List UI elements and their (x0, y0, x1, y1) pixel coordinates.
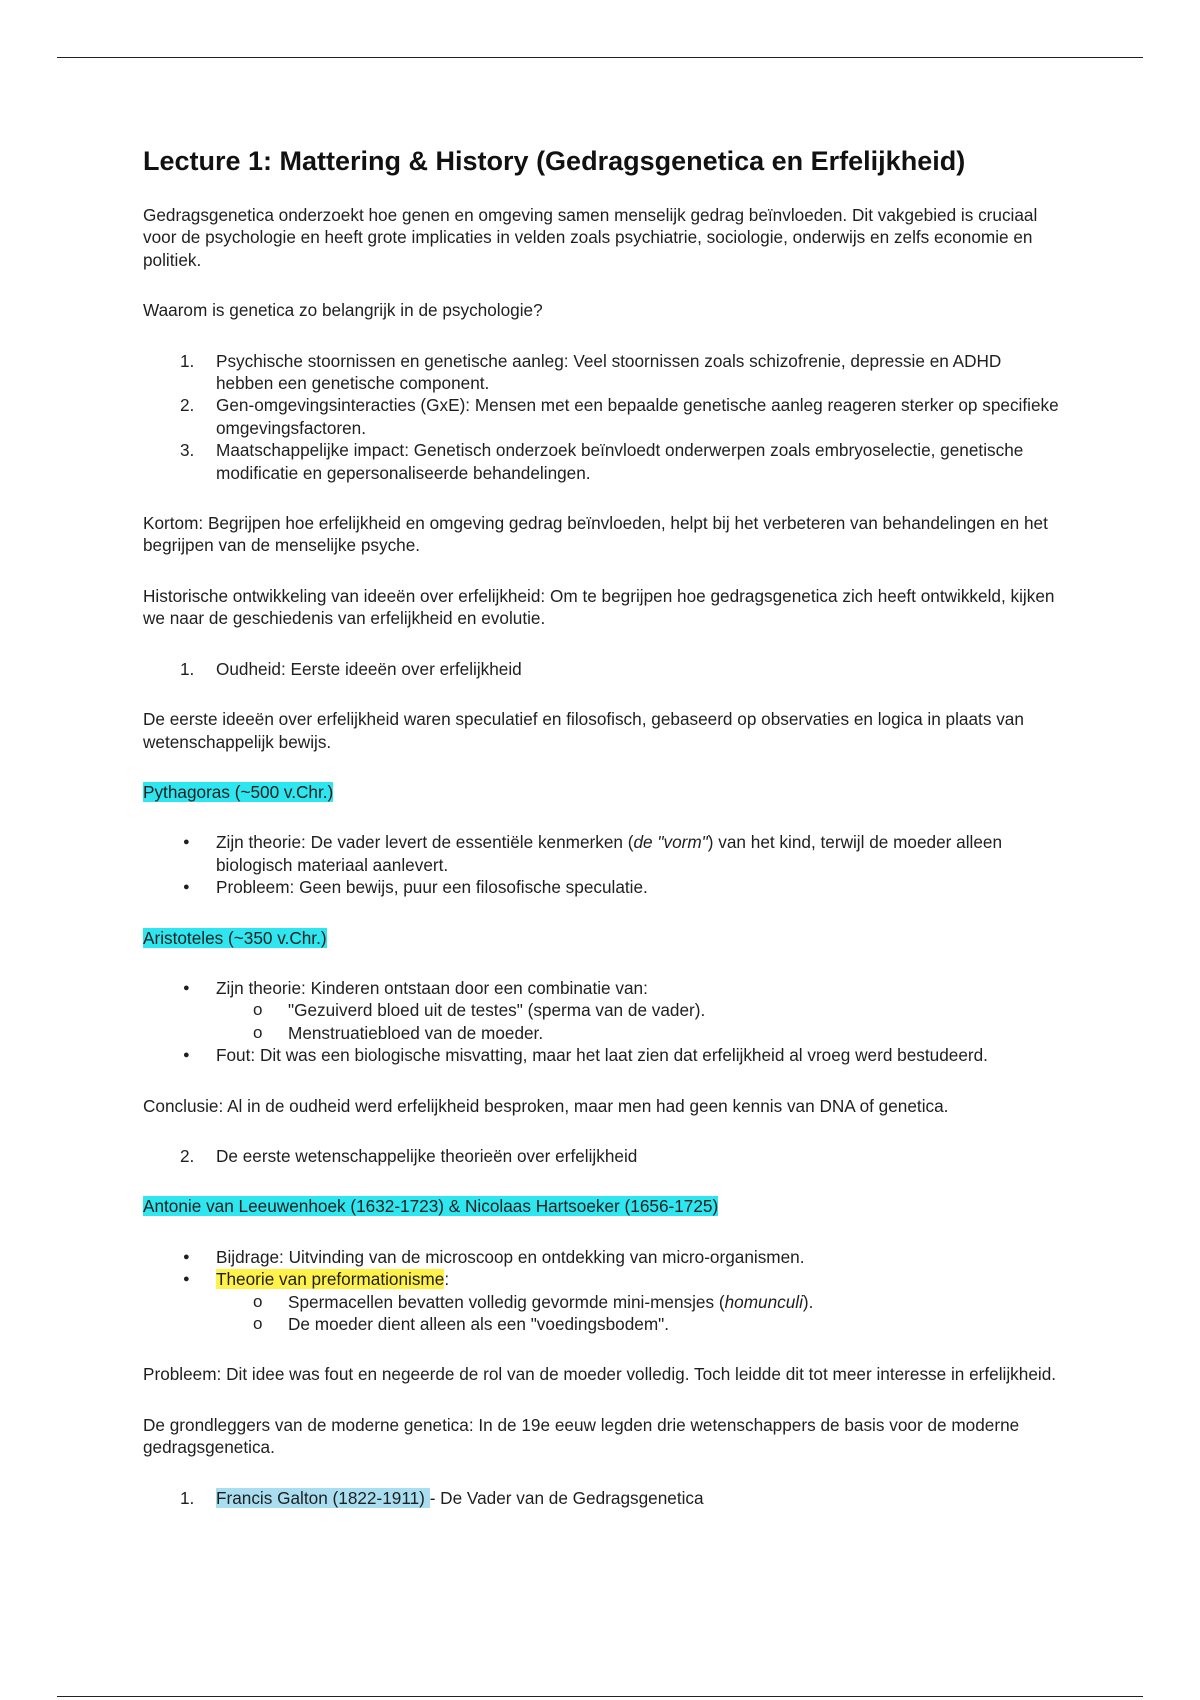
list-item: ● Bijdrage: Uitvinding van de microscoop en ontdekking van micro-organismen. (143, 1246, 1063, 1268)
history-intro-paragraph: Historische ontwikkeling van ideeën over erfelijkheid: Om te begrijpen hoe gedragsgenetica zich heeft ontwikkeld, kijken we naar de geschiedenis van erfelijkheid en evolutie. (143, 585, 1055, 629)
section-heading-theorieen: 2. De eerste wetenschappelijke theorieën over erfelijkheid (180, 1145, 638, 1166)
aristoteles-sublist (216, 999, 1063, 1044)
preformationisme-highlight: Theorie van preformationisme (216, 1269, 445, 1290)
reasons-list (143, 350, 1063, 484)
header-rule (57, 57, 1143, 58)
founders-list (143, 1487, 1063, 1509)
pythagoras-heading: Pythagoras (~500 v.Chr.) (143, 781, 334, 802)
list-item: 3. Maatschappelijke impact: Genetisch onderzoek beïnvloedt onderwerpen zoals embryoselectie, genetische modificatie en gepersonaliseerde behandelingen. (180, 440, 1024, 483)
sub-list-item: o Menstruatiebloed van de moeder. (143, 1022, 1063, 1044)
document-page (143, 144, 1063, 1537)
page-title: Lecture 1: Mattering & History (Gedragsgenetica en Erfelijkheid) (143, 146, 966, 176)
leeuwenhoek-heading: Antonie van Leeuwenhoek (1632-1723) & Nicolaas Hartsoeker (1656-1725) (143, 1196, 719, 1217)
intro-paragraph: Gedragsgenetica onderzoekt hoe genen en omgeving samen menselijk gedrag beïnvloeden. Dit vakgebied is cruciaal voor de psychologie en heeft grote implicaties in velden zoals psychiatrie, sociologie, onderwijs en zelfs economie en politiek. (143, 205, 1038, 270)
question-paragraph: Waarom is genetica zo belangrijk in de psychologie? (143, 300, 543, 321)
section-heading-oudheid: 1. Oudheid: Eerste ideeën over erfelijkheid (180, 658, 522, 679)
list-item: ● Zijn theorie: De vader levert de essentiële kenmerken (de "vorm") van het kind, terwijl de moeder alleen biologisch materiaal aanlevert. (143, 831, 1063, 876)
summary-paragraph: Kortom: Begrijpen hoe erfelijkheid en omgeving gedrag beïnvloeden, helpt bij het verbeteren van behandelingen en het begrijpen van de menselijke psyche. (143, 513, 1048, 556)
list-item: ● Probleem: Geen bewijs, puur een filosofische speculatie. (143, 876, 1063, 898)
conclusion-paragraph: Conclusie: Al in de oudheid werd erfelijkheid besproken, maar men had geen kennis van DNA of genetica. (143, 1095, 949, 1116)
leeuwenhoek-sublist (216, 1291, 1063, 1336)
pythagoras-list (143, 831, 1063, 898)
leeuwenhoek-list (143, 1246, 1063, 1336)
list-item: 2. Gen-omgevingsinteracties (GxE): Mensen met een bepaalde genetische aanleg reageren sterker op specifieke omgevingsfactoren. (180, 395, 1059, 438)
list-item: ● Theorie van preformationisme: o Spermacellen bevatten volledig gevormde mini-mensjes (homunculi). o De moeder dient alleen als een "voedingsbodem". (143, 1268, 1063, 1335)
problem2-paragraph: Probleem: Dit idee was fout en negeerde de rol van de moeder volledig. Toch leidde dit tot meer interesse in erfelijkheid. (143, 1364, 1057, 1385)
list-item: ● Zijn theorie: Kinderen ontstaan door een combinatie van: o "Gezuiverd bloed uit de testes" (sperma van de vader). o Menstruatiebloed van de moeder. (143, 977, 1063, 1044)
aristoteles-list (143, 977, 1063, 1067)
section1-intro-paragraph: De eerste ideeën over erfelijkheid waren speculatief en filosofisch, gebaseerd op observaties en logica in plaats van wetenschappelijk bewijs. (143, 709, 1024, 752)
list-item: ● Fout: Dit was een biologische misvatting, maar het laat zien dat erfelijkheid al vroeg werd bestudeerd. (143, 1044, 1063, 1066)
sub-list-item: o Spermacellen bevatten volledig gevormde mini-mensjes (homunculi). (143, 1291, 1063, 1313)
founders-intro-paragraph: De grondleggers van de moderne genetica: In de 19e eeuw legden drie wetenschappers de basis voor de moderne gedragsgenetica. (143, 1414, 1020, 1458)
list-item: 1. Psychische stoornissen en genetische aanleg: Veel stoornissen zoals schizofrenie, depressie en ADHD hebben een genetische component. (180, 350, 1002, 394)
list-item: 1. Francis Galton (1822-1911) - De Vader van de Gedragsgenetica (180, 1487, 704, 1508)
footer-rule (57, 1696, 1143, 1697)
section1-list (143, 658, 1063, 680)
aristoteles-heading: Aristoteles (~350 v.Chr.) (143, 927, 327, 948)
sub-list-item: o De moeder dient alleen als een "voedingsbodem". (143, 1313, 1063, 1335)
galton-highlight: Francis Galton (1822-1911) (216, 1487, 430, 1508)
section2-list (143, 1145, 1063, 1167)
sub-list-item: o "Gezuiverd bloed uit de testes" (sperma van de vader). (143, 999, 1063, 1021)
